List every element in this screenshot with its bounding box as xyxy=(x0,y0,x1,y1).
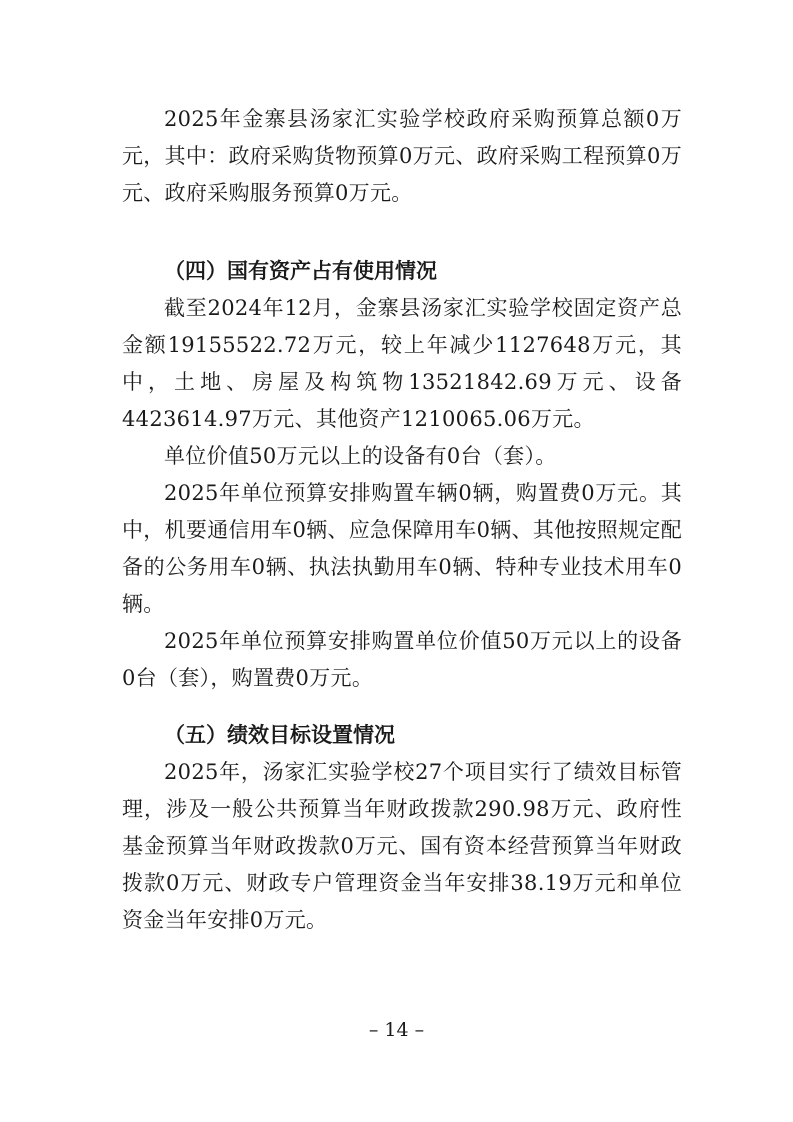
vehicles-paragraph: 2025年单位预算安排购置车辆0辆，购置费0万元。其中，机要通信用车0辆、应急保障用车0辆、其他按照规定配备的公务用车0辆、执法执勤用车0辆、特种专业技术用车0辆。 xyxy=(122,481,682,616)
section-5-heading: （五）绩效目标设置情况 xyxy=(164,723,395,747)
page-number: – 14 – xyxy=(368,1019,425,1041)
equipment-budget-paragraph: 2025年单位预算安排购置单位价值50万元以上的设备0台（套），购置费0万元。 xyxy=(122,629,682,690)
section-4-heading: （四）国有资产占有使用情况 xyxy=(164,259,437,283)
fixed-assets-paragraph: 截至2024年12月，金寨县汤家汇实验学校固定资产总金额19155522.72万元，较上年减少1127648万元，其中，土地、房屋及构筑物13521842.69万元、设备4423614.97万元、其他资产1210065.06万元。 xyxy=(122,296,682,431)
procurement-budget-paragraph: 2025年金寨县汤家汇实验学校政府采购预算总额0万元，其中：政府采购货物预算0万元、政府采购工程预算0万元、政府采购服务预算0万元。 xyxy=(122,107,682,205)
performance-targets-paragraph: 2025年，汤家汇实验学校27个项目实行了绩效目标管理，涉及一般公共预算当年财政拨款290.98万元、政府性基金预算当年财政拨款0万元、国有资本经营预算当年财政拨款0万元、财政专户管理资金当年安排38.19万元和单位资金当年安排0万元。 xyxy=(122,760,682,932)
equipment-units-paragraph: 单位价值50万元以上的设备有0台（套）。 xyxy=(164,444,557,468)
